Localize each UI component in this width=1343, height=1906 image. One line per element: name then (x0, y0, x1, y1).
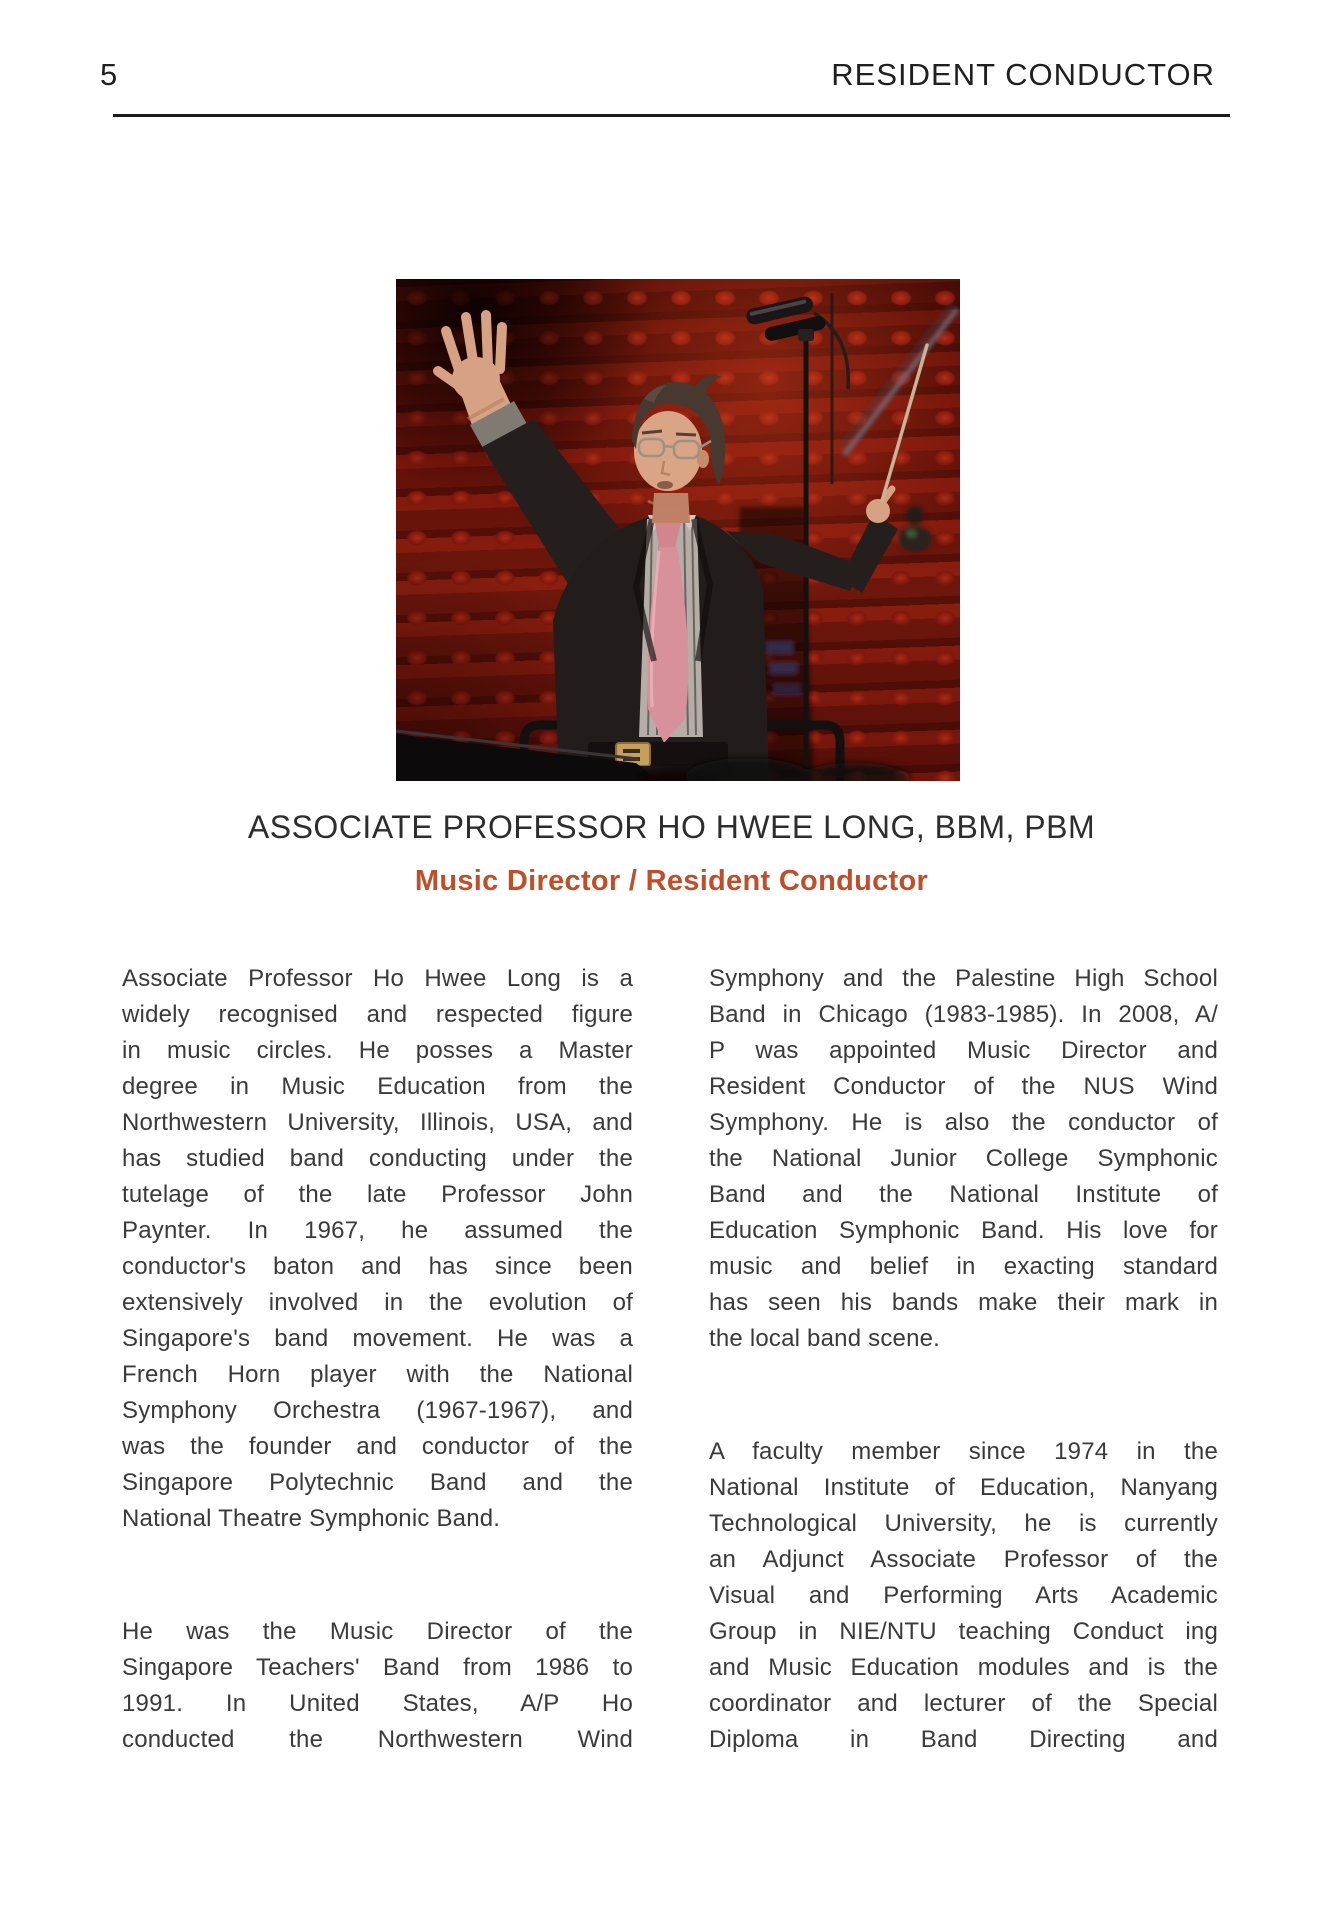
body-line: National Institute of Education, Nanyang (709, 1474, 1218, 1501)
body-line: Associate Professor Ho Hwee Long is a (122, 965, 633, 992)
body-line: has seen his bands make their mark in (709, 1289, 1218, 1316)
profile-name: ASSOCIATE PROFESSOR HO HWEE LONG, BBM, PBM (247, 809, 1096, 845)
body-line: Technological University, he is currently (709, 1510, 1218, 1537)
body-line: an Adjunct Associate Professor of the (709, 1546, 1218, 1573)
body-line: extensively involved in the evolution of (122, 1289, 633, 1316)
conductor-photo (396, 279, 960, 781)
body-line: Northwestern University, Illinois, USA, and (122, 1109, 633, 1136)
body-line: has studied band conducting under the (122, 1145, 633, 1172)
body-line: Diploma in Band Directing and (709, 1726, 1218, 1753)
body-line: 1991. In United States, A/P Ho (122, 1690, 633, 1717)
body-line: A faculty member since 1974 in the (709, 1438, 1218, 1465)
paragraph (709, 961, 1218, 1357)
body-line: coordinator and lecturer of the Special (709, 1690, 1218, 1717)
body-line: He was the Music Director of the (122, 1618, 633, 1645)
body-line: French Horn player with the National (122, 1361, 633, 1388)
body-line: the local band scene. (709, 1325, 941, 1352)
body-line: in music circles. He posses a Master (122, 1037, 633, 1064)
body-line: was the founder and conductor of the (122, 1433, 633, 1460)
body-column-left (122, 961, 633, 1758)
body-line: music and belief in exacting standard (709, 1253, 1218, 1280)
body-line: Singapore's band movement. He was a (122, 1325, 633, 1352)
body-line: Visual and Performing Arts Academic (709, 1582, 1218, 1609)
profile-role: Music Director / Resident Conductor (414, 865, 929, 897)
body-line: Paynter. In 1967, he assumed the (122, 1217, 633, 1244)
body-line: Symphony Orchestra (1967-1967), and (122, 1397, 633, 1424)
body-line: widely recognised and respected figure (122, 1001, 633, 1028)
body-line: conducted the Northwestern Wind (122, 1726, 633, 1753)
body-line: Group in NIE/NTU teaching Conduct ing (709, 1618, 1218, 1645)
body-line: the National Junior College Symphonic (709, 1145, 1218, 1172)
body-line: National Theatre Symphonic Band. (122, 1505, 501, 1532)
paragraph (122, 961, 633, 1537)
body-line: Band in Chicago (1983-1985). In 2008, A/ (709, 1001, 1218, 1028)
body-line: conductor's baton and has since been (122, 1253, 633, 1280)
body-line: Resident Conductor of the NUS Wind (709, 1073, 1218, 1100)
body-line: Singapore Polytechnic Band and the (122, 1469, 633, 1496)
body-line: Singapore Teachers' Band from 1986 to (122, 1654, 633, 1681)
body-line: P was appointed Music Director and (709, 1037, 1218, 1064)
header-title: RESIDENT CONDUCTOR (831, 57, 1215, 92)
page-number: 5 (100, 57, 118, 92)
body-line: degree in Music Education from the (122, 1073, 633, 1100)
body-column-right (709, 961, 1218, 1758)
paragraph (122, 1614, 633, 1758)
body-line: tutelage of the late Professor John (122, 1181, 633, 1208)
body-line: Symphony. He is also the conductor of (709, 1109, 1218, 1136)
conductor-photo-illustration (396, 279, 960, 781)
paragraph (709, 1434, 1218, 1758)
body-line: Symphony and the Palestine High School (709, 965, 1218, 992)
body-line: Education Symphonic Band. His love for (709, 1217, 1218, 1244)
body-line: and Music Education modules and is the (709, 1654, 1218, 1681)
header-rule (113, 114, 1230, 117)
body-line: Band and the National Institute of (709, 1181, 1218, 1208)
